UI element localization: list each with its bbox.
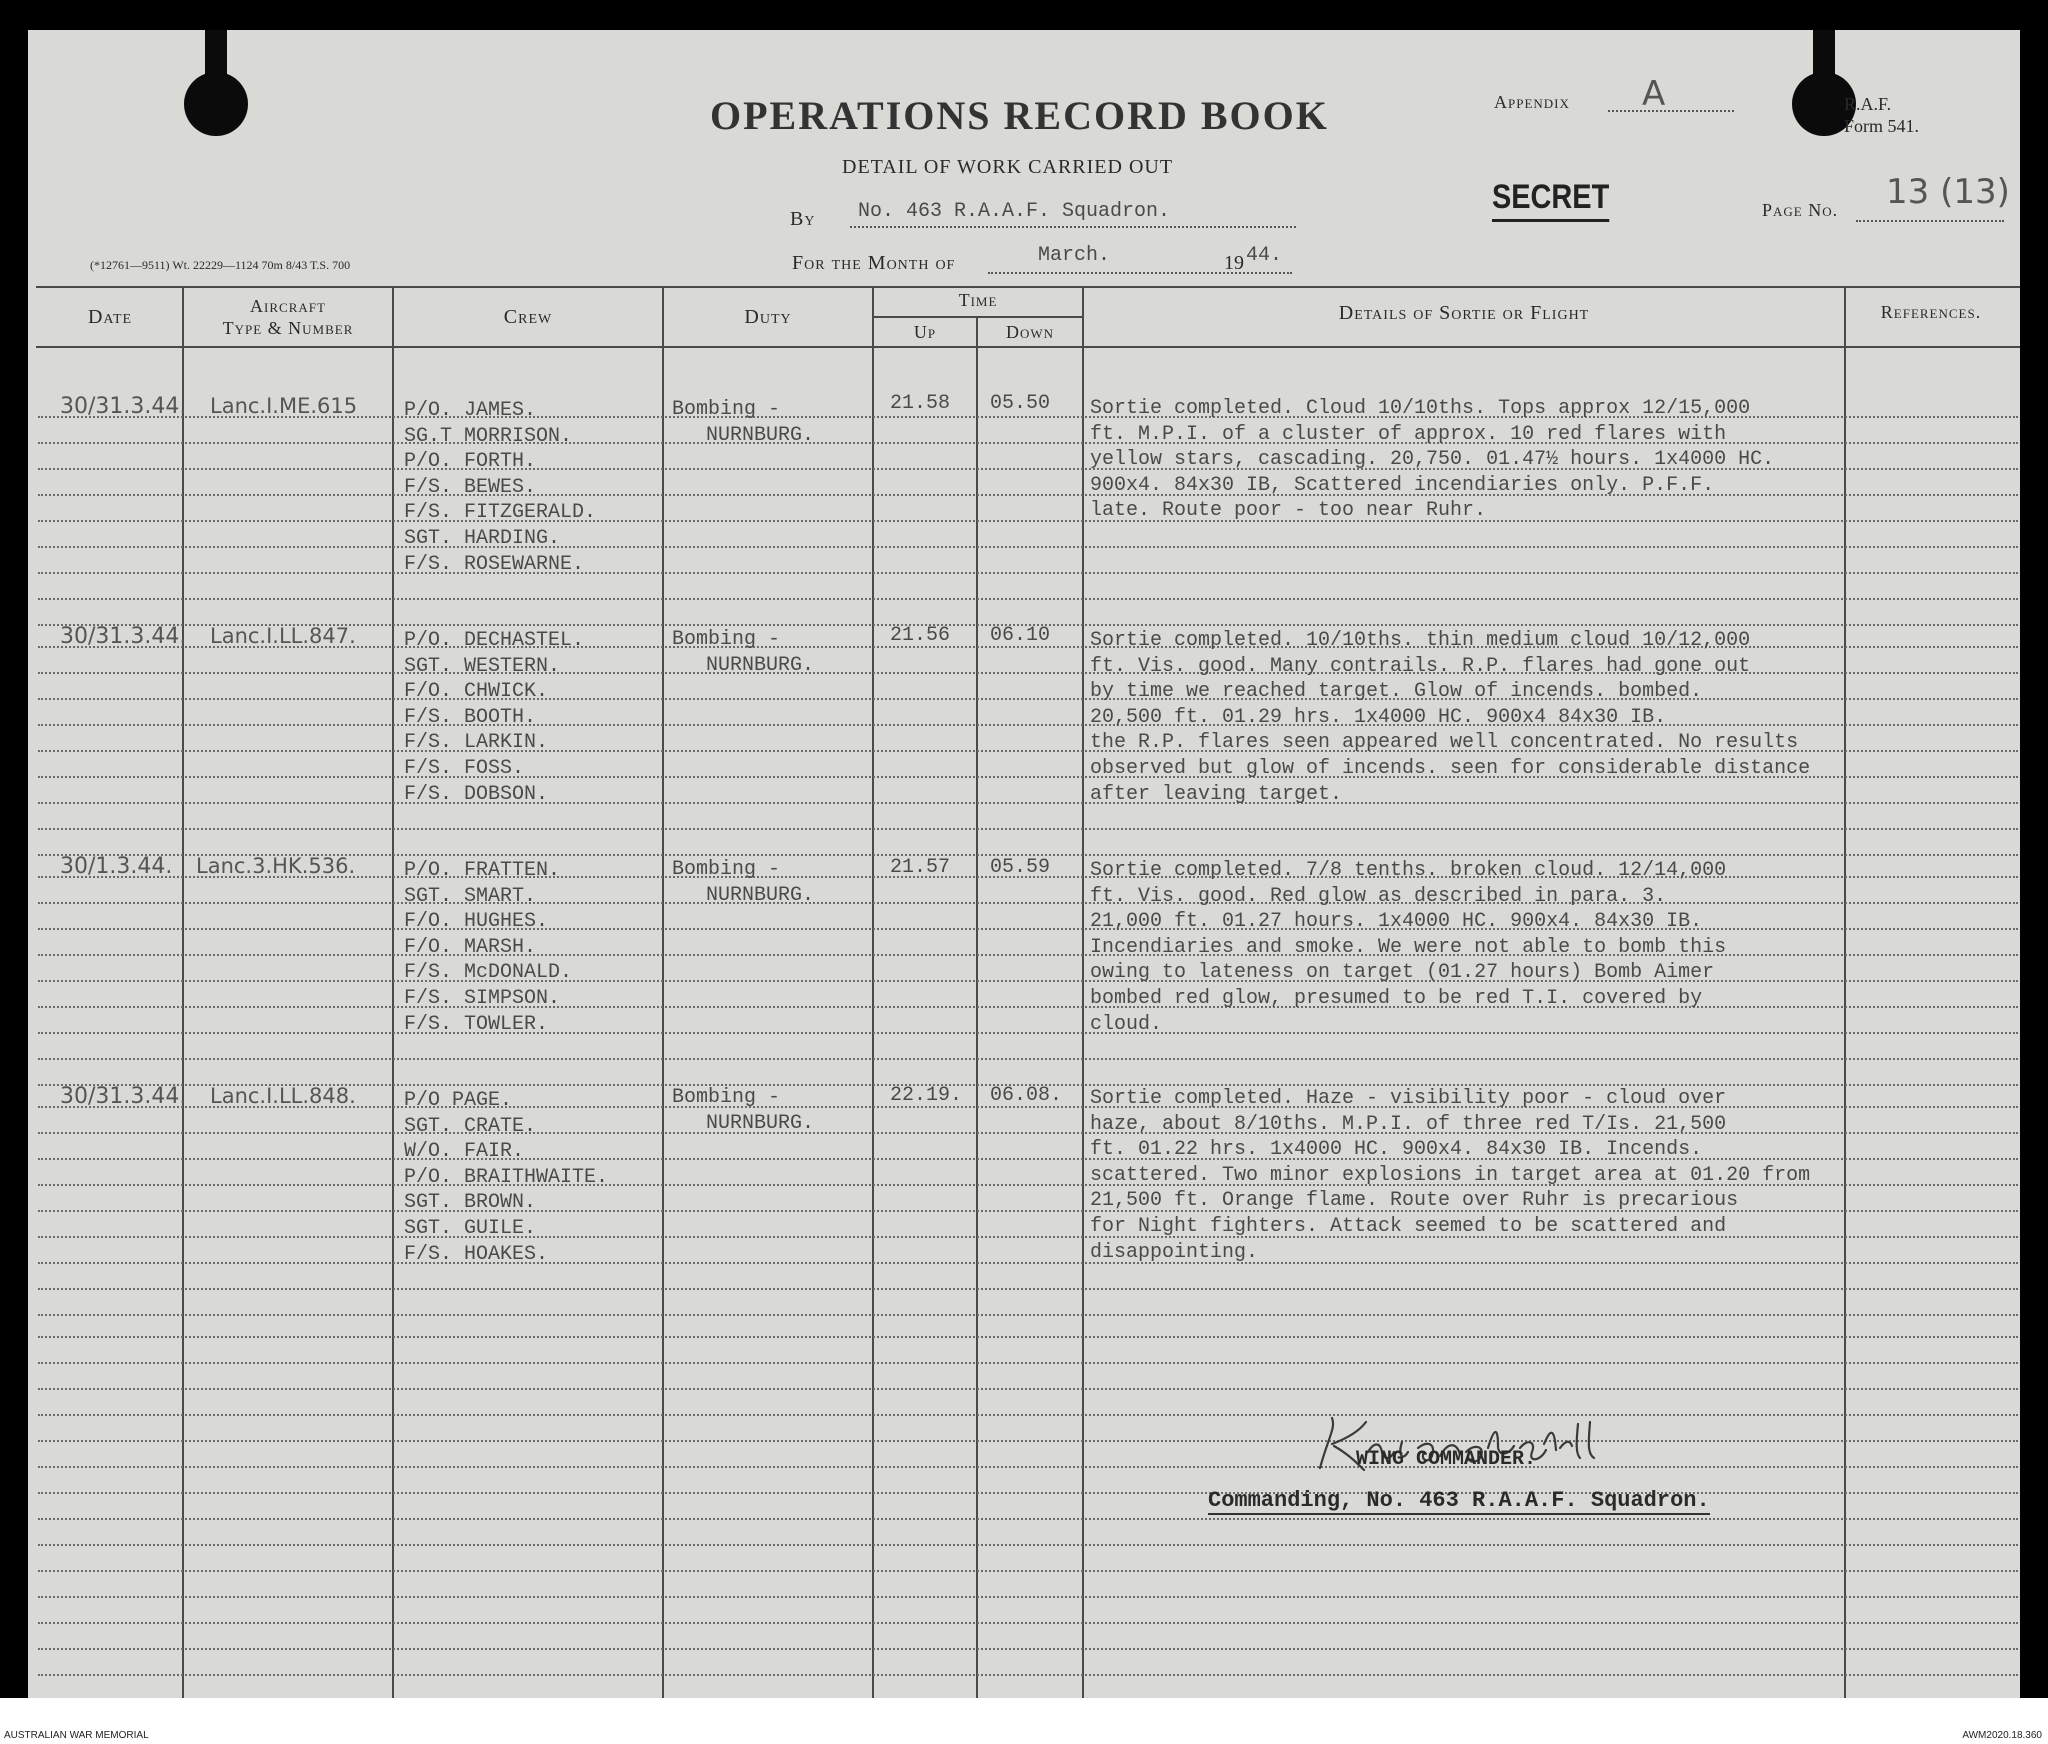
- details-line: after leaving target.: [1090, 782, 1343, 806]
- entry-aircraft: Lanc.I.LL.847.: [210, 624, 356, 648]
- entry-date: 30/1.3.44.: [60, 854, 173, 879]
- time-up: 22.19.: [890, 1084, 963, 1107]
- time-down: 06.10: [990, 624, 1051, 647]
- crew-member: SGT. GUILE.: [404, 1216, 537, 1240]
- details-line: 21,000 ft. 01.27 hours. 1x4000 HC. 900x4. 84x30 IB.: [1090, 910, 1703, 934]
- ruling-line: [38, 1544, 2018, 1546]
- crew-member: F/S. McDONALD.: [404, 961, 573, 985]
- crew-member: P/O PAGE.: [404, 1089, 513, 1112]
- by-dots: [850, 226, 1296, 228]
- printer-reference: (*12761—9511) Wt. 22229—1124 70m 8/43 T.S. 700: [90, 258, 351, 272]
- appendix-dots: [1608, 110, 1734, 112]
- ruling-line: [38, 598, 2018, 600]
- col-divider-crew: [662, 286, 664, 1698]
- ruling-line: [38, 1314, 2018, 1316]
- details-line: yellow stars, cascading. 20,750. 01.47½ hours. 1x4000 HC.: [1090, 448, 1775, 472]
- details-line: the R.P. flares seen appeared well concentrated. No results: [1090, 731, 1799, 755]
- entry-aircraft: Lanc.I.ME.615: [210, 394, 358, 418]
- details-line: ft. 01.22 hrs. 1x4000 HC. 900x4. 84x30 IB. Incends.: [1090, 1138, 1703, 1162]
- sortie-details: [1090, 1086, 1810, 1265]
- month-dots: [988, 272, 1292, 274]
- details-line: 20,500 ft. 01.29 hrs. 1x4000 HC. 900x4 84x30 IB.: [1090, 705, 1667, 729]
- col-divider-duty: [872, 286, 874, 1698]
- ruling-line: [38, 1674, 2018, 1676]
- ruling-line: [38, 1570, 2018, 1572]
- form-title: OPERATIONS RECORD BOOK: [710, 93, 1329, 138]
- duty-line-2: NURNBURG.: [706, 884, 815, 907]
- crew-member: F/O. CHWICK.: [404, 680, 549, 704]
- sortie-details: [1090, 396, 1774, 524]
- entry-date: 30/31.3.44.: [60, 1084, 187, 1109]
- col-header-aircraft-2: Type & Number: [222, 318, 354, 338]
- duty-line-2: NURNBURG.: [706, 1112, 815, 1135]
- col-header-time: Time: [958, 290, 998, 310]
- table-top-border: [36, 286, 2020, 288]
- record-sheet: [28, 30, 2020, 1698]
- details-line: 21,500 ft. Orange flame. Route over Ruhr is precarious: [1090, 1189, 1739, 1213]
- time-down: 05.50: [990, 392, 1051, 415]
- col-header-references: References.: [1880, 302, 1982, 322]
- commanding-officer-line: Commanding, No. 463 R.A.A.F. Squadron.: [1208, 1488, 1710, 1513]
- col-header-up: Up: [913, 322, 937, 342]
- entry-date: 30/31.3.44.: [60, 394, 187, 419]
- appendix-label: Appendix: [1494, 92, 1570, 112]
- crew-member: SGT. BROWN.: [404, 1191, 537, 1215]
- details-line: 900x4. 84x30 IB, Scattered incendiaries only. P.F.F.: [1090, 473, 1715, 497]
- ruling-line: [38, 1362, 2018, 1364]
- details-line: owing to lateness on target (01.27 hours) Bomb Aimer: [1090, 961, 1715, 985]
- crew-member: F/S. TOWLER.: [404, 1012, 549, 1036]
- by-label: By: [790, 208, 816, 230]
- details-line: Sortie completed. Cloud 10/10ths. Tops approx 12/15,000: [1090, 397, 1751, 420]
- ruling-line: [38, 1440, 2018, 1442]
- ruling-line: [38, 1058, 2018, 1060]
- col-header-aircraft-1: Aircraft: [250, 296, 326, 316]
- col-header-date: Date: [87, 306, 133, 328]
- appendix-value: A: [1642, 74, 1666, 114]
- crew-member: SGT. HARDING.: [404, 526, 561, 550]
- details-line: for Night fighters. Attack seemed to be scattered and: [1090, 1214, 1727, 1238]
- crew-member: SGT. CRATE.: [404, 1114, 537, 1138]
- ruling-line: [38, 1466, 2018, 1468]
- time-divider: [872, 316, 1084, 318]
- crew-member: P/O. FORTH.: [404, 450, 537, 474]
- crew-member: F/S. LARKIN.: [404, 731, 549, 755]
- crew-member: P/O. DECHASTEL.: [404, 629, 585, 652]
- sortie-details: [1090, 628, 1810, 807]
- crew-member: SG.T MORRISON.: [404, 424, 573, 448]
- col-divider-details: [1844, 286, 1846, 1698]
- duty-line-2: NURNBURG.: [706, 654, 815, 677]
- col-header-crew: Crew: [503, 306, 553, 328]
- col-header-details: Details of Sortie or Flight: [1338, 302, 1590, 324]
- archive-reference: AWM2020.18.360: [1962, 1730, 2042, 1741]
- crew-member: F/O. MARSH.: [404, 935, 537, 959]
- details-line: Incendiaries and smoke. We were not able to bomb this: [1090, 935, 1727, 959]
- details-line: ft. M.P.I. of a cluster of approx. 10 red flares with: [1090, 422, 1727, 446]
- col-divider-date: [182, 286, 184, 1698]
- duty-line-2: NURNBURG.: [706, 424, 815, 447]
- crew-list: [404, 398, 596, 577]
- sortie-details: [1090, 858, 1726, 1037]
- ruling-line: [38, 1288, 2018, 1290]
- year-prefix: 19: [1224, 252, 1244, 274]
- time-up: 21.58: [890, 392, 951, 415]
- col-header-duty: Duty: [744, 306, 792, 328]
- details-line: disappointing.: [1090, 1240, 1259, 1264]
- ruling-line: [38, 1622, 2018, 1624]
- crew-member: F/S. HOAKES.: [404, 1242, 549, 1266]
- details-line: bombed red glow, presumed to be red T.I. covered by: [1090, 986, 1703, 1010]
- duty-line-1: Bombing -: [672, 398, 781, 421]
- page-dots: [1856, 220, 2004, 222]
- time-down: 05.59: [990, 856, 1051, 879]
- details-line: ft. Vis. good. Red glow as described in para. 3.: [1090, 884, 1667, 908]
- crew-member: F/S. DOBSON.: [404, 782, 549, 806]
- ruling-line: [38, 546, 2018, 548]
- crew-member: F/S. ROSEWARNE.: [404, 552, 585, 576]
- secret-stamp: SECRET: [1492, 178, 1609, 222]
- ruling-line: [38, 1414, 2018, 1416]
- entry-date: 30/31.3.44.: [60, 624, 187, 649]
- month-label: For the Month of: [792, 252, 956, 274]
- details-line: Sortie completed. 10/10ths. thin medium cloud 10/12,000: [1090, 629, 1751, 652]
- details-line: by time we reached target. Glow of incends. bombed.: [1090, 680, 1703, 704]
- page-label: Page No.: [1762, 200, 1839, 220]
- ruling-line: [38, 1492, 2018, 1494]
- col-divider-aircraft: [392, 286, 394, 1698]
- signature: [1308, 1408, 1638, 1484]
- col-divider-down: [1082, 286, 1084, 1698]
- crew-member: SGT. SMART.: [404, 884, 537, 908]
- details-line: scattered. Two minor explosions in target area at 01.20 from: [1090, 1163, 1811, 1187]
- details-line: Sortie completed. Haze - visibility poor - cloud over: [1090, 1087, 1727, 1110]
- duty-line-1: Bombing -: [672, 858, 781, 881]
- crew-member: W/O. FAIR.: [404, 1140, 525, 1164]
- duty-line-1: Bombing -: [672, 628, 781, 651]
- table-header-border: [36, 346, 2020, 348]
- time-down: 06.08.: [990, 1084, 1063, 1107]
- ruling-line: [38, 572, 2018, 574]
- signatory-rank: WING COMMANDER.: [1356, 1448, 1537, 1471]
- ruling-line: [38, 1518, 2018, 1520]
- details-line: Sortie completed. 7/8 tenths. broken cloud. 12/14,000: [1090, 859, 1727, 882]
- form-number-line2: Form 541.: [1844, 116, 1920, 136]
- crew-member: P/O. FRATTEN.: [404, 859, 561, 882]
- ruling-line: [38, 828, 2018, 830]
- archive-footer: [0, 1698, 2048, 1744]
- year-suffix: 44.: [1246, 244, 1283, 267]
- time-up: 21.57: [890, 856, 951, 879]
- archive-credit: AUSTRALIAN WAR MEMORIAL: [4, 1730, 149, 1741]
- crew-member: F/S. FITZGERALD.: [404, 501, 597, 525]
- form-subtitle: DETAIL OF WORK CARRIED OUT: [842, 156, 1174, 178]
- crew-member: F/S. FOSS.: [404, 756, 525, 780]
- duty-line-1: Bombing -: [672, 1086, 781, 1109]
- squadron-name: No. 463 R.A.A.F. Squadron.: [858, 200, 1171, 223]
- details-line: late. Route poor - too near Ruhr.: [1090, 499, 1487, 523]
- crew-member: F/S. BOOTH.: [404, 705, 537, 729]
- entry-aircraft: Lanc.I.LL.848.: [210, 1084, 356, 1108]
- ruling-line: [38, 1336, 2018, 1338]
- ruling-line: [38, 1596, 2018, 1598]
- details-line: ft. Vis. good. Many contrails. R.P. flares had gone out: [1090, 654, 1751, 678]
- details-line: cloud.: [1090, 1012, 1163, 1036]
- col-header-down: Down: [1005, 322, 1055, 342]
- crew-list: [404, 628, 584, 807]
- crew-member: P/O. JAMES.: [404, 399, 537, 422]
- binder-hole-left: [184, 72, 248, 136]
- crew-list: [404, 1088, 608, 1267]
- crew-member: F/O. HUGHES.: [404, 910, 549, 934]
- crew-member: SGT. WESTERN.: [404, 654, 561, 678]
- crew-member: P/O. BRAITHWAITE.: [404, 1165, 609, 1189]
- crew-member: F/S. SIMPSON.: [404, 986, 561, 1010]
- crew-list: [404, 858, 572, 1037]
- details-line: observed but glow of incends. seen for considerable distance: [1090, 756, 1811, 780]
- form-number-line1: R.A.F.: [1844, 94, 1892, 114]
- ruling-line: [38, 1388, 2018, 1390]
- time-up: 21.56: [890, 624, 951, 647]
- month-value: March.: [1038, 244, 1111, 267]
- details-line: haze, about 8/10ths. M.P.I. of three red T/Is. 21,500: [1090, 1112, 1727, 1136]
- crew-member: F/S. BEWES.: [404, 475, 537, 499]
- entry-aircraft: Lanc.3.HK.536.: [196, 854, 356, 878]
- page-number: 13 (13): [1886, 172, 2010, 212]
- ruling-line: [38, 1648, 2018, 1650]
